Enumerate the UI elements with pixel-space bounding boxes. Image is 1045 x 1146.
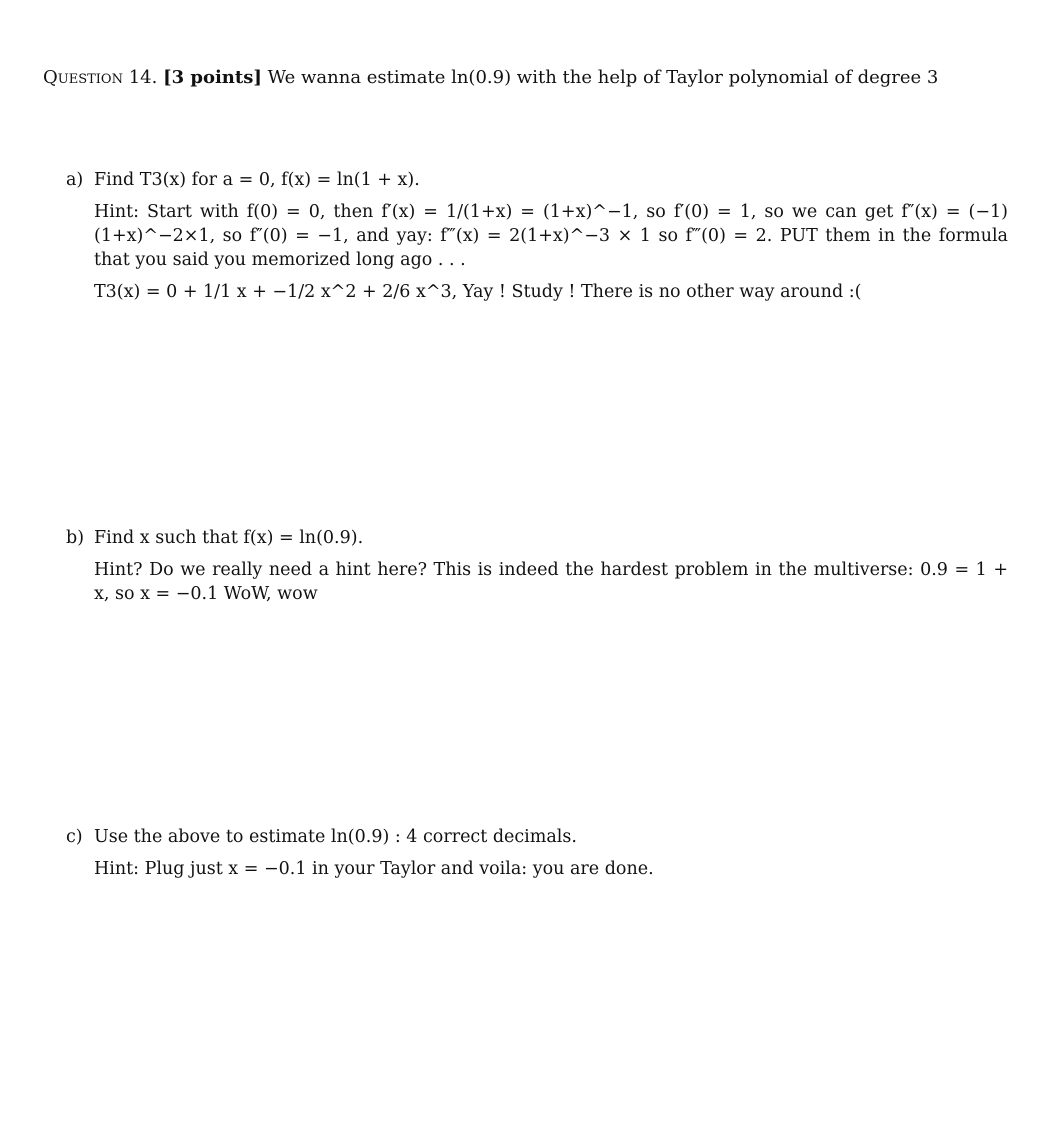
part-b-label: b) — [66, 528, 85, 548]
question-text: We wanna estimate ln(0.9) with the help of Taylor polynomial of degree 3 — [267, 67, 939, 88]
part-a-prompt: Find T3(x) for a = 0, f(x) = ln(1 + x). — [94, 170, 420, 190]
part-c-label: c) — [66, 827, 83, 847]
question-label: Question — [43, 67, 123, 88]
part-c-prompt: Use the above to estimate ln(0.9) : 4 correct decimals. — [94, 827, 577, 847]
part-a-hint: Hint: Start with f(0) = 0, then f′(x) = 1/(1+x) = (1+x)^−1, so f′(0) = 1, so we can get f″(x) = (−1)(1+x)^−2×1, so f″(0) = −1, and yay: f‴(x) = 2(1+x)^−3 × 1 so f‴(0) = 2. PUT them in the formula that you said you memorized long ago . . . — [94, 202, 1008, 270]
question-points: [3 points] — [163, 67, 262, 88]
question-header — [43, 66, 938, 90]
part-c — [66, 825, 1008, 881]
part-b — [66, 526, 1008, 606]
part-a-answer: T3(x) = 0 + 1/1 x + −1/2 x^2 + 2/6 x^3, Yay ! Study ! There is no other way around :( — [94, 282, 862, 302]
question-number: 14. — [128, 67, 158, 88]
part-c-hint: Hint: Plug just x = −0.1 in your Taylor and voila: you are done. — [94, 859, 654, 879]
part-b-hint: Hint? Do we really need a hint here? This is indeed the hardest problem in the multiverse: 0.9 = 1 + x, so x = −0.1 WoW, wow — [94, 560, 1008, 604]
part-b-prompt: Find x such that f(x) = ln(0.9). — [94, 528, 364, 548]
part-a — [66, 168, 1008, 304]
part-a-label: a) — [66, 170, 84, 190]
